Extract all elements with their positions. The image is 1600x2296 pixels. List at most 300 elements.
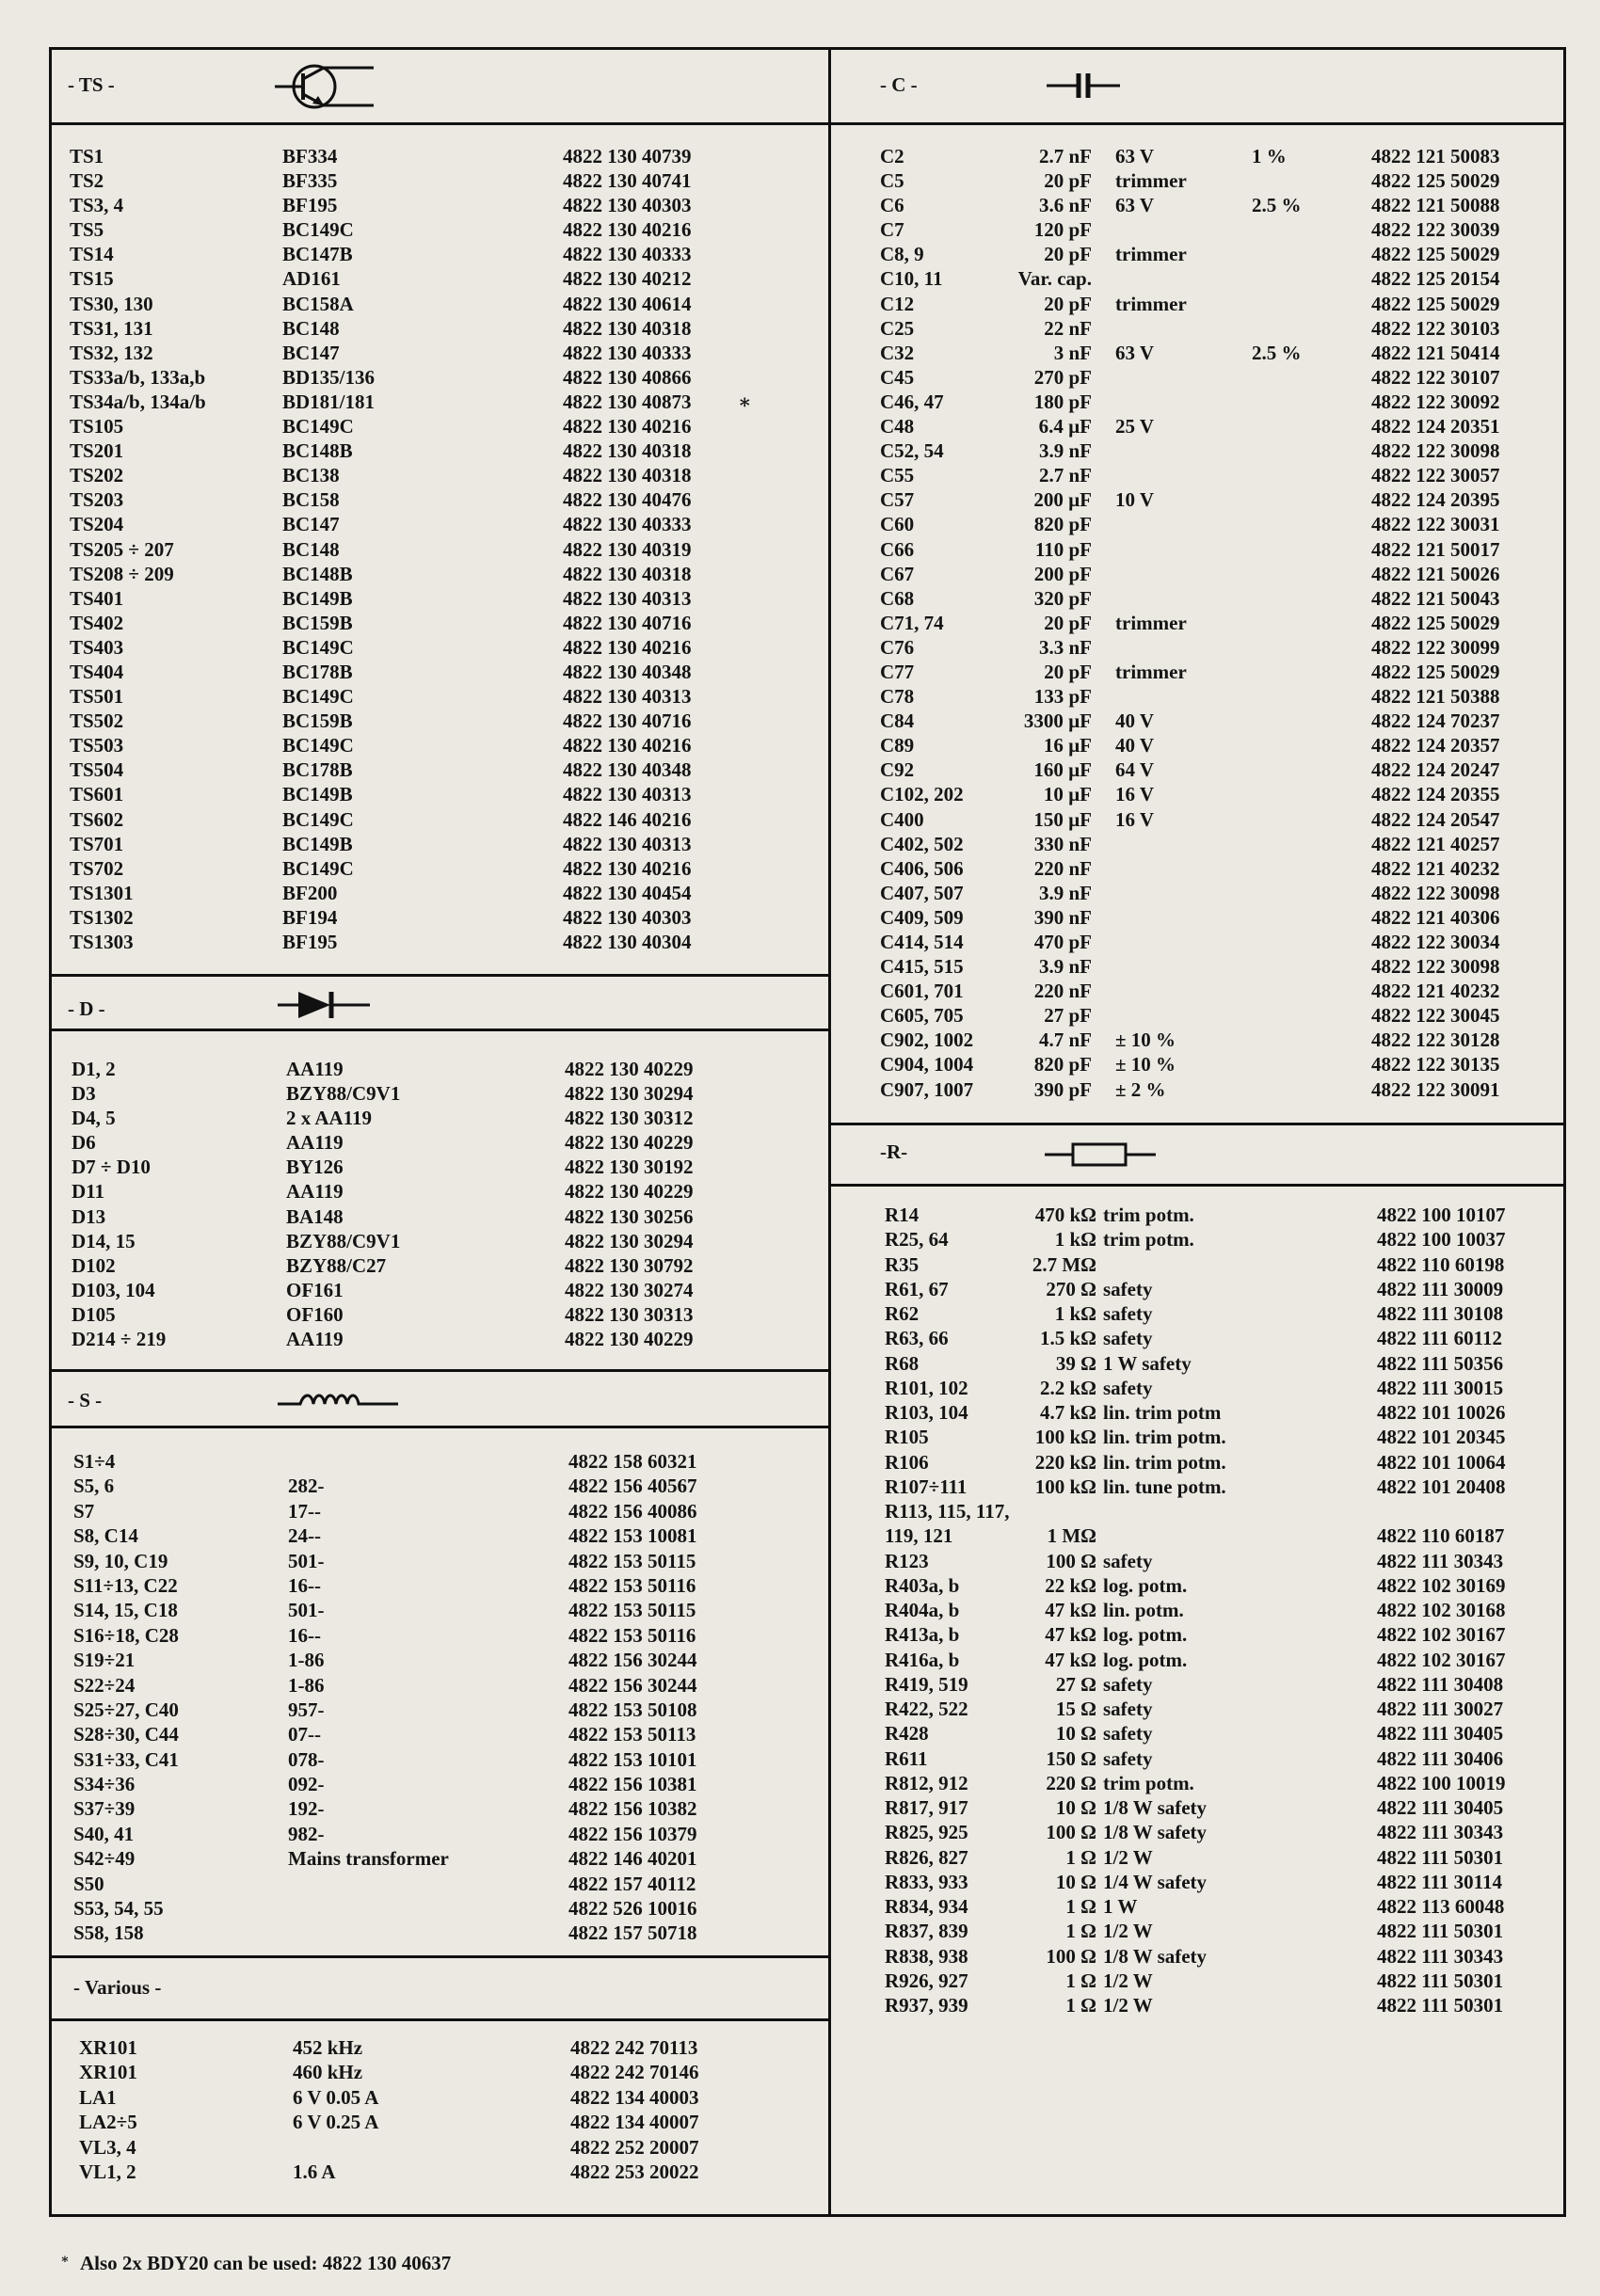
cell-code: 4822 146 40216 [563, 807, 692, 831]
cell-code: 4822 122 30057 [1371, 464, 1500, 487]
table-row [70, 390, 823, 414]
table-row [880, 390, 1558, 414]
header-rule-top [49, 122, 1566, 125]
cell-type: 24-- [288, 1524, 321, 1548]
cell-position: C402, 502 [880, 832, 964, 855]
table-row [880, 217, 1558, 242]
cell-spec: safety [1103, 1672, 1153, 1696]
cell-rating: ± 2 % [1115, 1077, 1166, 1101]
cell-code: 4822 156 30244 [568, 1649, 697, 1672]
cell-code: 4822 122 30135 [1371, 1053, 1500, 1076]
cell-spec: safety [1103, 1746, 1153, 1770]
cell-spec: 1/2 W [1103, 1994, 1153, 2017]
cell-value: 270 Ω [1046, 1277, 1096, 1300]
cell-spec: safety [1103, 1277, 1153, 1300]
table-row [73, 1846, 826, 1871]
cell-tolerance: 2.5 % [1252, 194, 1302, 217]
cell-value: 47 kΩ [1045, 1648, 1096, 1671]
cell-value: 220 nF [1033, 980, 1092, 1003]
cell-type: 16-- [288, 1623, 321, 1647]
cell-code: 4822 130 40348 [563, 660, 692, 683]
table-row [70, 242, 823, 266]
cell-position: C68 [880, 586, 915, 610]
cell-position: S8, C14 [73, 1524, 138, 1548]
cell-code: 4822 130 40318 [563, 439, 692, 463]
cell-position: C2 [880, 145, 904, 167]
cell-code: 4822 158 60321 [568, 1450, 697, 1473]
cell-value: 820 pF [1033, 1053, 1092, 1076]
cell-position: R63, 66 [885, 1327, 949, 1350]
cell-position: S37÷39 [73, 1797, 136, 1821]
cell-position: R926, 927 [885, 1969, 968, 1992]
cell-rating: 63 V [1115, 145, 1155, 167]
table-row [885, 1648, 1558, 1672]
cell-code: 4822 111 30027 [1377, 1698, 1504, 1720]
cell-value: 2.7 nF [1038, 464, 1092, 487]
table-row [880, 463, 1558, 487]
table-row [73, 1598, 826, 1622]
table-row [880, 635, 1558, 660]
table-row [72, 1302, 824, 1327]
table-row [70, 316, 823, 341]
cell-value: 330 nF [1033, 832, 1092, 855]
cell-value: 133 pF [1033, 685, 1092, 709]
cell-type: BC149C [282, 734, 354, 757]
cell-code: 4822 130 40313 [563, 586, 692, 610]
cell-value: 6.4 µF [1038, 415, 1092, 438]
cell-type: BC149C [282, 685, 354, 709]
cell-code: 4822 153 50116 [568, 1623, 696, 1647]
section-ts-label: - TS - [68, 73, 115, 96]
section-s-label: - S - [68, 1389, 103, 1411]
cell-rating: trimmer [1115, 292, 1187, 315]
cell-position: TS205 ÷ 207 [70, 537, 174, 561]
table-row [880, 1077, 1558, 1102]
cell-position: R107÷111 [885, 1475, 968, 1498]
cell-code: 4822 130 40873 [563, 390, 692, 413]
cell-position: TS702 [70, 856, 124, 880]
cell-type: BC159B [282, 710, 353, 733]
table-row [880, 537, 1558, 562]
cell-tolerance: 2.5 % [1252, 341, 1302, 364]
table-row [885, 1598, 1558, 1622]
cell-position: TS202 [70, 464, 124, 487]
cell-type: BC148B [282, 439, 353, 463]
cell-position: TS15 [70, 267, 114, 291]
section-c-label: - C - [880, 73, 918, 96]
cell-position: TS503 [70, 734, 124, 757]
cell-code: 4822 122 30031 [1371, 513, 1500, 536]
cell-value: 220 Ω [1046, 1771, 1096, 1794]
cell-type: BC149C [282, 218, 354, 242]
table-row [885, 1573, 1558, 1598]
cell-spec: safety [1103, 1302, 1153, 1325]
cell-position: S22÷24 [73, 1673, 136, 1697]
cell-type: BZY88/C9V1 [286, 1082, 401, 1106]
rule-d-top [49, 974, 830, 977]
cell-code: 4822 130 40614 [563, 292, 692, 315]
cell-rating: 40 V [1115, 710, 1155, 733]
cell-code: 4822 130 40476 [563, 488, 692, 512]
table-row [72, 1081, 824, 1106]
cell-code: 4822 130 40348 [563, 758, 692, 782]
cell-value: 390 pF [1033, 1077, 1092, 1101]
cell-code: 4822 124 20547 [1371, 807, 1500, 831]
cell-type: BA148 [286, 1204, 344, 1228]
table-row [79, 2110, 823, 2134]
cell-position: C52, 54 [880, 439, 944, 463]
cell-value: 1 Ω [1065, 1994, 1096, 2017]
cell-code: 4822 253 20022 [570, 2160, 699, 2183]
table-row [72, 1278, 824, 1302]
cell-code: 4822 130 40318 [563, 562, 692, 585]
cell-position: TS401 [70, 586, 124, 610]
table-row [885, 1523, 1558, 1548]
cell-type: BC178B [282, 660, 353, 683]
table-row [880, 930, 1558, 954]
cell-position: TS701 [70, 832, 124, 855]
cell-position: C57 [880, 488, 915, 512]
cell-code: 4822 111 30405 [1377, 1796, 1504, 1819]
cell-spec: lin. potm. [1103, 1599, 1184, 1621]
cell-position: R113, 115, 117, [885, 1500, 1010, 1523]
cell-code: 4822 122 30128 [1371, 1028, 1500, 1052]
cell-code: 4822 130 40333 [563, 513, 692, 536]
cell-value: 820 pF [1033, 513, 1092, 536]
table-row [885, 1919, 1558, 1943]
cell-position: D4, 5 [72, 1107, 116, 1130]
cell-code: 4822 124 20247 [1371, 758, 1500, 782]
footnote-mark: ∗ [60, 2253, 70, 2267]
cell-position: C12 [880, 292, 915, 315]
cell-position: C907, 1007 [880, 1077, 974, 1101]
table-row [880, 881, 1558, 905]
cell-value: 220 nF [1033, 856, 1092, 880]
cell-spec: lin. trim potm [1103, 1401, 1222, 1424]
cell-type: BF195 [282, 194, 338, 217]
cell-code: 4822 122 30098 [1371, 955, 1500, 979]
cell-rating: 64 V [1115, 758, 1155, 782]
cell-spec: log. potm. [1103, 1623, 1188, 1647]
cell-code: 4822 130 40741 [563, 169, 692, 193]
various-table [79, 2035, 823, 2184]
table-row [880, 168, 1558, 193]
table-row [880, 979, 1558, 1003]
cell-position: C45 [880, 365, 915, 389]
cell-position: TS1302 [70, 905, 134, 929]
cell-value: 20 pF [1044, 660, 1092, 683]
cell-value: 1 Ω [1065, 1920, 1096, 1943]
cell-value: 3.3 nF [1038, 635, 1092, 659]
cell-value: 22 kΩ [1045, 1573, 1096, 1597]
cell-rating: trimmer [1115, 169, 1187, 193]
cell-position: R833, 933 [885, 1870, 968, 1893]
cell-position: R403a, b [885, 1573, 960, 1597]
cell-position: C25 [880, 316, 915, 340]
table-row [72, 1106, 824, 1130]
cell-position: C92 [880, 758, 915, 782]
cell-code: 4822 130 40333 [563, 243, 692, 266]
cell-value: 15 Ω [1055, 1698, 1096, 1720]
section-r-label: -R- [880, 1140, 908, 1163]
cell-type: BC147 [282, 341, 340, 364]
rule-r-top [828, 1123, 1566, 1125]
cell-code: 4822 134 40007 [570, 2111, 699, 2134]
table-row [880, 954, 1558, 979]
cell-code: 4822 100 10107 [1377, 1204, 1506, 1226]
cell-code: 4822 153 50113 [568, 1723, 696, 1746]
cell-code: 4822 130 40229 [565, 1328, 694, 1351]
cell-value: 2.7 MΩ [1032, 1252, 1096, 1276]
cell-position: R837, 839 [885, 1920, 968, 1943]
cell-code: 4822 125 50029 [1371, 660, 1500, 683]
cell-value: 10 Ω [1055, 1870, 1096, 1893]
cell-code: 4822 111 30408 [1377, 1672, 1504, 1696]
table-row [70, 709, 823, 733]
table-row [880, 684, 1558, 709]
cell-position: S9, 10, C19 [73, 1549, 168, 1572]
cell-value: 10 µF [1043, 783, 1092, 806]
cell-code: 4822 153 50115 [568, 1599, 696, 1622]
table-row [79, 2060, 823, 2084]
cell-code: 4822 156 40567 [568, 1475, 697, 1498]
cell-value: 1 MΩ [1047, 1524, 1096, 1548]
cell-position: R937, 939 [885, 1994, 968, 2017]
table-row [880, 242, 1558, 266]
table-row [885, 1870, 1558, 1894]
cell-code: 4822 121 50083 [1371, 145, 1500, 167]
cell-code: 4822 130 30792 [565, 1253, 694, 1277]
cell-type: BC159B [282, 611, 353, 634]
ts-table [70, 144, 823, 954]
cell-code: 4822 526 10016 [568, 1897, 697, 1921]
table-row [79, 2085, 823, 2110]
cell-value: 1 kΩ [1054, 1302, 1096, 1325]
cell-type: 07-- [288, 1723, 321, 1746]
cell-value: 27 pF [1044, 1004, 1092, 1028]
table-row [70, 684, 823, 709]
cell-position: VL1, 2 [79, 2160, 136, 2183]
cell-code: 4822 111 50301 [1377, 1845, 1504, 1869]
cell-type: AA119 [286, 1180, 344, 1204]
cell-code: 4822 134 40003 [570, 2085, 699, 2109]
rule-s-bottom [49, 1426, 830, 1428]
table-row [880, 856, 1558, 881]
cell-type: BF334 [282, 145, 338, 167]
cell-value: 100 Ω [1046, 1944, 1096, 1968]
s-table [73, 1449, 826, 1946]
cell-code: 4822 130 40319 [563, 537, 692, 561]
table-row [885, 1795, 1558, 1820]
table-row [73, 1921, 826, 1945]
cell-code: 4822 156 30244 [568, 1673, 697, 1697]
cell-position: D7 ÷ D10 [72, 1156, 151, 1179]
cell-spec: lin. trim potm. [1103, 1450, 1226, 1474]
cell-code: 4822 130 40313 [563, 783, 692, 806]
cell-position: R103, 104 [885, 1401, 968, 1424]
table-row [73, 1872, 826, 1896]
cell-value: 1.5 kΩ [1040, 1327, 1096, 1350]
cell-type: 2 x AA119 [286, 1107, 373, 1130]
table-row [70, 168, 823, 193]
table-row [70, 611, 823, 635]
table-row [70, 193, 823, 217]
cell-type: OF160 [286, 1302, 344, 1326]
cell-position: C407, 507 [880, 881, 964, 904]
diode-symbol-icon [278, 990, 372, 1020]
table-row [73, 1772, 826, 1796]
cell-position: D1, 2 [72, 1058, 116, 1080]
cell-position: S28÷30, C44 [73, 1723, 179, 1746]
cell-position: C76 [880, 635, 915, 659]
cell-code: 4822 130 30294 [565, 1229, 694, 1252]
cell-position: TS14 [70, 243, 114, 266]
table-row [880, 144, 1558, 168]
cell-spec: safety [1103, 1549, 1153, 1572]
cell-position: TS33a/b, 133a,b [70, 365, 206, 389]
cell-code: 4822 153 10101 [568, 1747, 697, 1771]
table-row [73, 1648, 826, 1672]
table-row [885, 1376, 1558, 1400]
cell-code: 4822 156 10379 [568, 1822, 697, 1845]
cell-rating: ± 10 % [1115, 1028, 1176, 1052]
cell-position: R14 [885, 1204, 920, 1226]
cell-position: TS601 [70, 783, 124, 806]
cell-value: 20 pF [1044, 611, 1092, 634]
cell-value: 22 nF [1044, 316, 1092, 340]
cell-code: 4822 122 30045 [1371, 1004, 1500, 1028]
table-row [70, 586, 823, 611]
cell-spec: lin. tune potm. [1103, 1475, 1226, 1498]
cell-code: 4822 111 50301 [1377, 1920, 1504, 1943]
cell-type: BC147B [282, 243, 353, 266]
cell-position: D105 [72, 1302, 116, 1326]
cell-code: 4822 130 40303 [563, 905, 692, 929]
table-row [70, 881, 823, 905]
cell-position: C66 [880, 537, 915, 561]
cell-type: BC178B [282, 758, 353, 782]
cell-position: R106 [885, 1450, 929, 1474]
cell-code: 4822 122 30107 [1371, 365, 1500, 389]
table-row [885, 1252, 1558, 1277]
cell-code: 4822 122 30103 [1371, 316, 1500, 340]
cell-value: 1 Ω [1065, 1895, 1096, 1918]
cell-position: TS404 [70, 660, 124, 683]
cell-position: D103, 104 [72, 1278, 155, 1301]
cell-type: 501- [288, 1549, 325, 1572]
cell-type: 501- [288, 1599, 325, 1622]
table-row [880, 438, 1558, 463]
cell-position: R101, 102 [885, 1376, 968, 1399]
cell-position: R35 [885, 1252, 920, 1276]
table-row [70, 463, 823, 487]
table-row [70, 537, 823, 562]
cell-position: S58, 158 [73, 1921, 144, 1945]
cell-code: 4822 130 40216 [563, 635, 692, 659]
cell-code: 4822 130 30312 [565, 1107, 694, 1130]
cell-value: 2.2 kΩ [1040, 1376, 1096, 1399]
cell-position: R419, 519 [885, 1672, 968, 1696]
cell-code: 4822 124 20355 [1371, 783, 1500, 806]
table-row [72, 1155, 824, 1179]
cell-position: S42÷49 [73, 1847, 136, 1871]
cell-position: C32 [880, 341, 915, 364]
table-row [70, 782, 823, 806]
table-row [79, 2035, 823, 2060]
table-row [70, 562, 823, 586]
cell-code: 4822 156 10382 [568, 1797, 697, 1821]
cell-code: 4822 130 40313 [563, 685, 692, 709]
table-row [880, 316, 1558, 341]
cell-position: TS3, 4 [70, 194, 124, 217]
cell-position: C84 [880, 710, 915, 733]
table-row [70, 635, 823, 660]
cell-position: S16÷18, C28 [73, 1623, 179, 1647]
coil-symbol-icon [278, 1385, 400, 1410]
cell-position: C10, 11 [880, 267, 943, 291]
rule-d-bottom [49, 1028, 830, 1031]
cell-type: BC148 [282, 316, 340, 340]
cell-position: R62 [885, 1302, 920, 1325]
cell-code: 4822 124 20357 [1371, 734, 1500, 757]
table-row [880, 611, 1558, 635]
cell-position: TS602 [70, 807, 124, 831]
r-table [885, 1203, 1558, 2017]
cell-position: 119, 121 [885, 1524, 953, 1548]
cell-type: BC149C [282, 807, 354, 831]
cell-position: C102, 202 [880, 783, 964, 806]
cell-code: 4822 121 40257 [1371, 832, 1500, 855]
cell-position: S40, 41 [73, 1822, 135, 1845]
cell-position: TS1 [70, 145, 104, 167]
cell-value: 460 kHz [293, 2061, 363, 2084]
table-row [73, 1499, 826, 1523]
cell-code: 4822 157 50718 [568, 1921, 697, 1945]
table-row [885, 1450, 1558, 1475]
cell-position: R123 [885, 1549, 929, 1572]
table-row [70, 217, 823, 242]
cell-code: 4822 130 40212 [563, 267, 692, 291]
table-row [70, 733, 823, 757]
cell-value: 1 kΩ [1054, 1228, 1096, 1252]
cell-type: 1-86 [288, 1649, 325, 1672]
cell-rating: 63 V [1115, 341, 1155, 364]
cell-position: TS1303 [70, 931, 134, 953]
cell-value: 150 Ω [1046, 1746, 1096, 1770]
cell-spec: 1 W safety [1103, 1351, 1192, 1375]
table-row [70, 930, 823, 954]
cell-value: 4.7 kΩ [1040, 1401, 1096, 1424]
table-row [885, 1993, 1558, 2017]
table-row [70, 660, 823, 684]
cell-code: 4822 121 40306 [1371, 905, 1500, 929]
cell-type: 1-86 [288, 1673, 325, 1697]
table-row [70, 905, 823, 930]
cell-position: TS501 [70, 685, 124, 709]
section-d-label: - D - [68, 997, 105, 1020]
cell-spec: trim potm. [1103, 1204, 1194, 1226]
cell-code: 4822 102 30167 [1377, 1623, 1506, 1647]
cell-position: D14, 15 [72, 1229, 136, 1252]
cell-value: 27 Ω [1055, 1672, 1096, 1696]
cell-code: 4822 146 40201 [568, 1847, 697, 1871]
cell-spec: safety [1103, 1376, 1153, 1399]
cell-type: BF335 [282, 169, 338, 193]
table-row [880, 341, 1558, 365]
cell-value: 100 Ω [1046, 1821, 1096, 1844]
cell-position: R825, 925 [885, 1821, 968, 1844]
cell-code: 4822 122 30098 [1371, 439, 1500, 463]
